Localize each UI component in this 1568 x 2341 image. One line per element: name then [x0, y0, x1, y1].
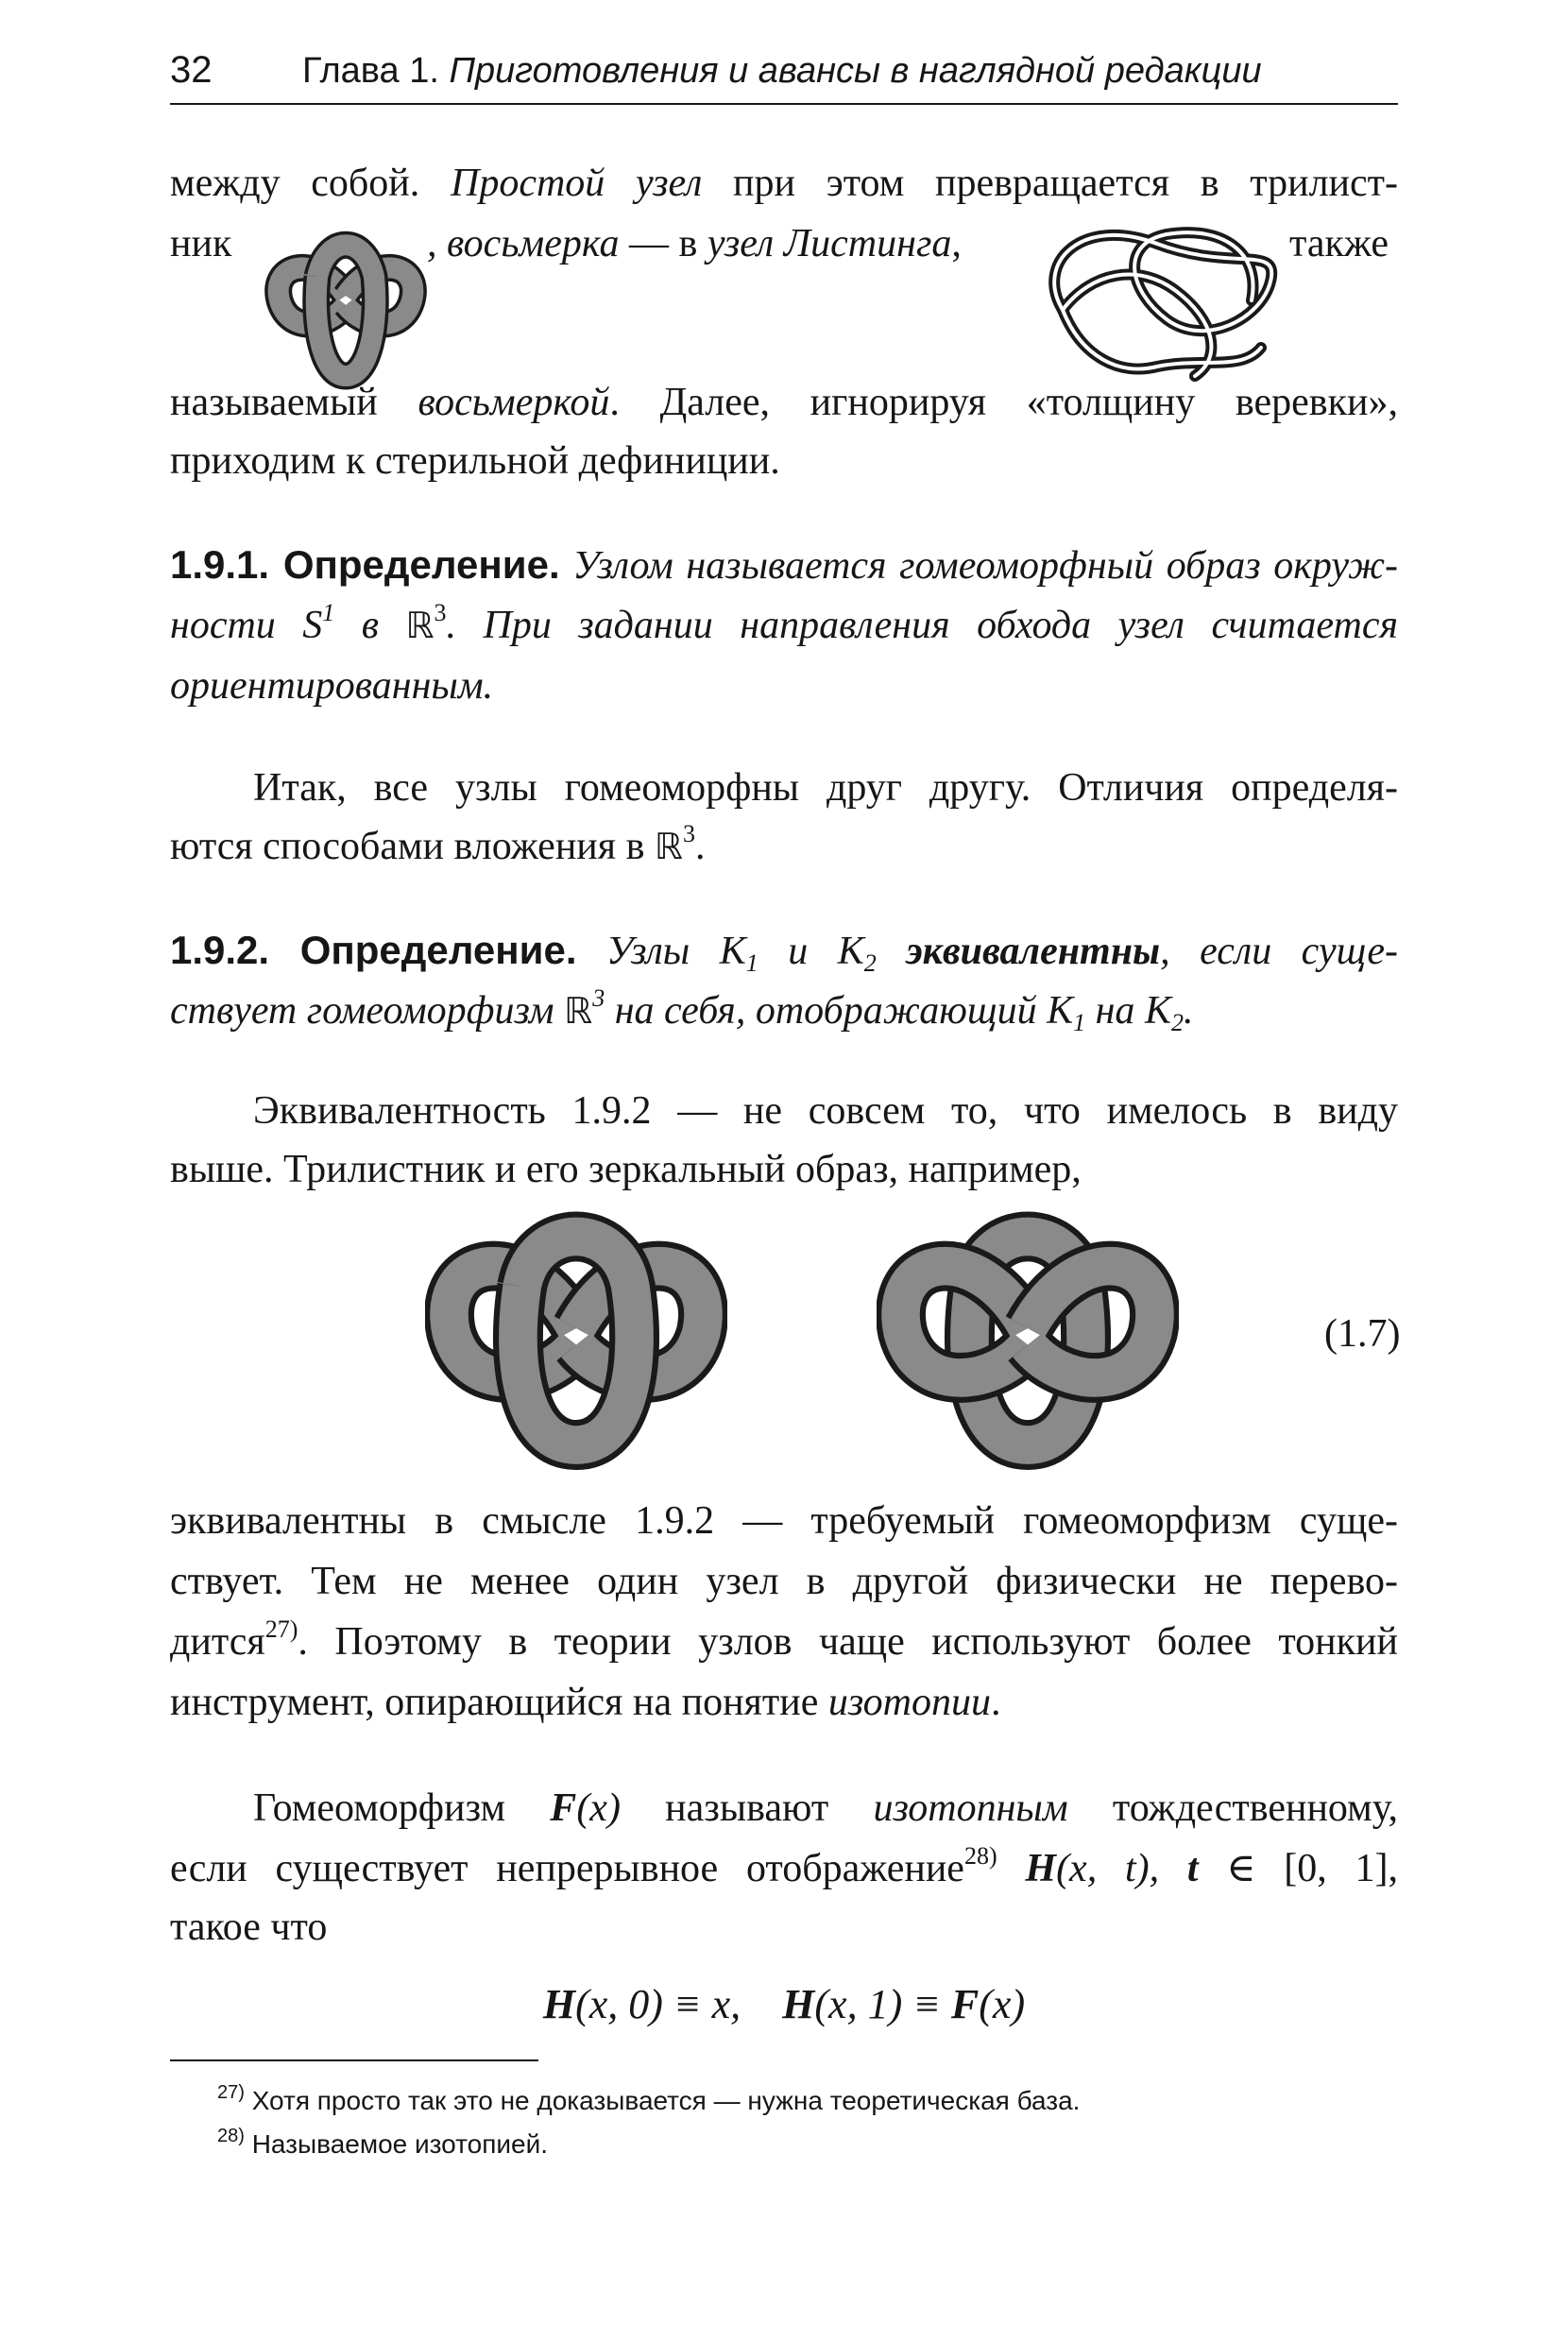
para3-line-2 [170, 1557, 1398, 1606]
definition-1-label: 1.9.1. Определение. [170, 542, 560, 587]
display-formula [170, 1980, 1398, 2028]
figure-eight-knot-image [1025, 206, 1289, 395]
page-number: 32 [170, 49, 213, 91]
text: . [991, 1681, 1001, 1724]
text: выше. Трилистник и его зеркальный образ, например, [170, 1148, 1082, 1191]
text: приходим к стерильной дефиниции. [170, 439, 780, 483]
text: ности [170, 604, 303, 647]
chapter-title: Приготовления и авансы в наглядной редакции [449, 51, 1262, 91]
text: и [758, 930, 838, 973]
text: также [1289, 222, 1389, 265]
text: эквивалентны в смысле 1.9.2 — требуемый гомеоморфизм суще- [170, 1499, 1398, 1543]
footnote-mark: 27) [217, 2082, 245, 2103]
para1-line-2 [170, 822, 1398, 871]
para4-line-3 [170, 1903, 1398, 1952]
term-figure-eight-2: восьмеркой [418, 381, 610, 424]
para3-line-4 [170, 1678, 1398, 1727]
definition-1-line-2 [170, 601, 1398, 650]
definition-1-line-1 [170, 540, 1398, 590]
para3-line-1 [170, 1496, 1398, 1546]
text: . При задании направления обхода узел считается [446, 604, 1398, 647]
symbol-F: F [550, 1786, 577, 1830]
term-simple-knot: Простой узел [450, 162, 703, 205]
symbol-H: H [542, 1981, 576, 2027]
text: , если суще- [1160, 930, 1399, 973]
running-title [302, 51, 1262, 92]
formula-part: (x, 0) ≡ x, [575, 1981, 741, 2027]
subscript: 2 [1170, 1009, 1184, 1036]
text: тождественному, [1067, 1786, 1398, 1830]
running-header [170, 47, 1398, 104]
para1-line-1 [253, 763, 1398, 812]
symbol-x: (x) [576, 1786, 621, 1830]
text: если существует непрерывное отображение [170, 1847, 964, 1890]
intro-line-4 [170, 436, 1398, 486]
definition-2-line-2 [170, 986, 1398, 1035]
symbol-F: F [950, 1981, 980, 2027]
text: Узлы [605, 930, 720, 973]
text: в [334, 604, 406, 647]
text: ник [170, 222, 232, 265]
symbol-t: t [1186, 1847, 1199, 1890]
text: Итак, все узлы гомеоморфны друг другу. Отличия определя- [253, 766, 1398, 810]
para4-line-1 [253, 1784, 1398, 1833]
definition-2-line-1 [170, 926, 1398, 976]
para2-line-2 [170, 1145, 1398, 1194]
text: Узлом называется гомеоморфный образ окруж- [572, 544, 1398, 588]
symbol-H: H [782, 1981, 815, 2027]
term-equivalent: эквивалентны [906, 930, 1161, 973]
trefoil-knot-right-image [877, 1187, 1179, 1470]
text: . Поэтому в теории узлов чаще используют более тонкий [298, 1620, 1398, 1664]
footnote-text: Называемое изотопией. [251, 2129, 549, 2159]
symbol-R: ℝ [654, 826, 684, 867]
text: ∈ [0, 1], [1198, 1847, 1398, 1890]
chapter-label: Глава 1. [302, 51, 439, 91]
symbol-S: S [302, 604, 323, 647]
text: дится [170, 1620, 265, 1664]
superscript: 3 [683, 820, 696, 847]
symbol-xt: (x, t), [1056, 1847, 1187, 1890]
text: ются способами вложения в [170, 825, 655, 868]
para4-line-2 [170, 1844, 1398, 1893]
subscript: 1 [1073, 1009, 1086, 1036]
superscript: 3 [434, 599, 447, 626]
definition-1-line-3 [170, 661, 1398, 710]
footnote-28 [217, 2126, 549, 2160]
intro-line-2c [1289, 219, 1403, 268]
formula-part: (x, 1) ≡ [814, 1981, 951, 2027]
footnote-mark: 28) [217, 2126, 245, 2146]
term-isotopic: изотопным [873, 1786, 1068, 1830]
equation-number: (1.7) [1324, 1312, 1401, 1356]
symbol-K: K [837, 930, 864, 973]
text: . Далее, игнорируя «толщину веревки», [609, 381, 1398, 424]
symbol-K: K [719, 930, 746, 973]
footnote-27 [217, 2082, 1081, 2116]
text: называют [620, 1786, 874, 1830]
footnote-rule [170, 2059, 538, 2061]
superscript: 1 [322, 599, 335, 626]
text: при этом превращается в трилист- [702, 162, 1398, 205]
symbol-R: ℝ [564, 990, 593, 1032]
symbol-H: H [1025, 1847, 1057, 1890]
intro-line-3 [170, 378, 1398, 427]
text: ствует. Тем не менее один узел в другой физически не перево- [170, 1560, 1398, 1603]
text: , [951, 222, 962, 265]
footnote-text: Хотя просто так это не доказывается — нужна теоретическая база. [251, 2086, 1081, 2115]
symbol-R: ℝ [405, 605, 435, 646]
text: Эквивалентность 1.9.2 — не совсем то, что имелось в виду [253, 1089, 1398, 1133]
header-rule [170, 103, 1398, 105]
text: на себя, отображающий [605, 989, 1048, 1033]
text: между собой. [170, 162, 451, 205]
text: Гомеоморфизм [253, 1786, 551, 1830]
intro-line-2b [427, 219, 1031, 268]
term-listing-knot: узел Листинга [707, 222, 952, 265]
trefoil-knot-left-image [425, 1187, 727, 1470]
text: ствует гомеоморфизм [170, 989, 565, 1033]
para2-line-1 [253, 1086, 1398, 1136]
subscript: 1 [745, 949, 758, 977]
footnote-ref-27[interactable]: 27) [264, 1615, 298, 1643]
symbol-K: K [1047, 989, 1074, 1033]
formula-part: (x) [979, 1981, 1026, 2027]
text: — в [619, 222, 707, 265]
text: инструмент, опирающийся на понятие [170, 1681, 828, 1724]
superscript: 3 [592, 984, 605, 1012]
term-figure-eight: , восьмерка [427, 222, 620, 265]
para3-line-3 [170, 1617, 1398, 1666]
text: на [1085, 989, 1145, 1033]
small-trefoil-knot-image [261, 206, 431, 395]
subscript: 2 [863, 949, 877, 977]
text: называемый [170, 381, 418, 424]
text: . [695, 825, 706, 868]
definition-2-label: 1.9.2. Определение. [170, 928, 577, 972]
term-oriented: ориентированным. [170, 664, 494, 708]
symbol-K: K [1144, 989, 1171, 1033]
text: . [1183, 989, 1194, 1033]
intro-line-1 [170, 159, 1398, 208]
text: такое что [170, 1905, 328, 1949]
footnote-ref-28[interactable]: 28) [963, 1842, 997, 1870]
term-isotopy: изотопии [827, 1681, 992, 1724]
